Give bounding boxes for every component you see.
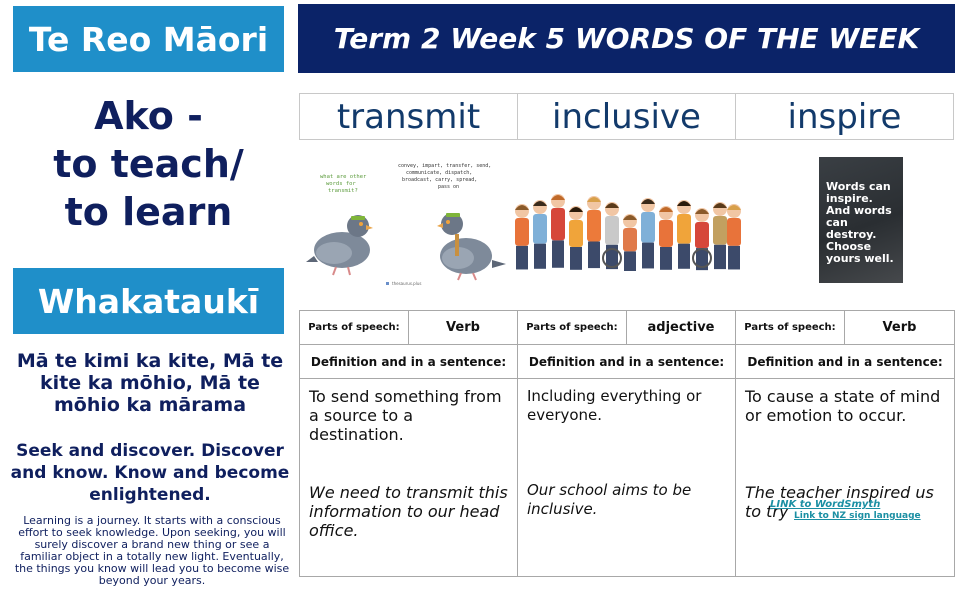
words-row — [299, 93, 954, 140]
page-title-banner — [298, 4, 955, 73]
person-figure-icon — [727, 204, 741, 269]
definition-header: Definition and in a sentence: — [300, 345, 518, 379]
ako-line: to teach/ — [53, 142, 244, 186]
example-sentence: The teacher inspired us to try — [745, 483, 934, 521]
pigeon-answer-text: convey, impart, transfer, send, communicate, dispatch, broadcast, carry, spread, pass on — [398, 163, 492, 190]
parts-of-speech-row — [300, 311, 955, 345]
pigeons-thesaurus-image — [306, 158, 512, 286]
person-figure-icon — [677, 200, 691, 269]
pigeon-left-icon — [306, 215, 373, 275]
person-figure-icon — [695, 208, 709, 270]
whakatauki-banner — [13, 268, 284, 334]
definition-cell-inclusive — [518, 379, 736, 577]
pos-label-cell: Parts of speech: — [300, 311, 409, 345]
pos-value-inclusive: adjective — [627, 311, 736, 345]
definition-text: To cause a state of mind or emotion to occur. — [745, 387, 941, 425]
person-figure-icon — [605, 202, 619, 269]
sign-language-link[interactable]: Link to NZ sign language — [794, 511, 921, 521]
person-figure-icon — [641, 198, 655, 268]
person-figure-icon — [659, 206, 673, 270]
quote-text: Words can inspire. And words can destroy. Choose yours well. — [826, 180, 894, 265]
pigeon-question-text: what are other words for transmit? — [320, 174, 367, 194]
ako-line: to learn — [64, 190, 233, 234]
whakatauki-maori-text: Mā te kimi ka kite, Mā te kite ka mōhio, Mā te mōhio ka mārama — [16, 350, 284, 416]
person-figure-icon — [533, 200, 547, 269]
definitions-table — [299, 310, 955, 577]
wordsmyth-link[interactable]: LINK to WordSmyth — [770, 499, 881, 510]
pos-label-cell: Parts of speech: — [736, 311, 845, 345]
person-figure-icon — [587, 196, 601, 268]
definition-header-row — [300, 345, 955, 379]
whakatauki-english-text: Seek and discover. Discover and know. Know and become enlightened. — [10, 441, 290, 505]
definition-header: Definition and in a sentence: — [518, 345, 736, 379]
definition-text: To send something from a source to a destination. — [309, 387, 502, 444]
definition-text: Including everything or everyone. — [527, 387, 702, 424]
pigeon-right-icon — [437, 213, 506, 280]
word-inspire: inspire — [787, 96, 902, 137]
person-figure-icon — [569, 206, 583, 270]
person-figure-icon — [713, 202, 727, 269]
definition-cell-transmit — [300, 379, 518, 577]
inspire-quote-image — [819, 157, 903, 283]
inclusive-people-image — [512, 166, 744, 271]
te-reo-maori-title: Te Reo Māori — [28, 19, 269, 59]
person-figure-icon — [623, 214, 637, 271]
te-reo-maori-banner — [13, 6, 284, 72]
whakatauki-description: Learning is a journey. It starts with a conscious effort to seek knowledge. Upon seeking, you will surely discover a brand new thing or see a familiar object in a totally new light. Eventually, the things you know will lead you to become wise beyond your years. — [14, 514, 290, 587]
whakatauki-title: Whakataukī — [37, 281, 260, 321]
page-title: Term 2 Week 5 WORDS OF THE WEEK — [333, 22, 920, 55]
person-figure-icon — [551, 194, 565, 268]
definition-body-row — [300, 379, 955, 577]
definition-header: Definition and in a sentence: — [736, 345, 955, 379]
word-inclusive: inclusive — [518, 94, 736, 139]
definition-cell-inspire — [736, 379, 955, 577]
pos-value-inspire: Verb — [845, 311, 955, 345]
pos-label-cell: Parts of speech: — [518, 311, 627, 345]
person-figure-icon — [515, 204, 529, 269]
ako-line: Ako - — [94, 94, 203, 138]
example-sentence: Our school aims to be inclusive. — [527, 481, 692, 518]
ako-heading — [10, 92, 287, 236]
example-sentence: We need to transmit this information to our head office. — [309, 483, 508, 540]
word-transmit: transmit — [300, 94, 518, 139]
pos-value-transmit: Verb — [409, 311, 518, 345]
pigeon-credit-text: thesaurus.plus — [392, 281, 422, 286]
